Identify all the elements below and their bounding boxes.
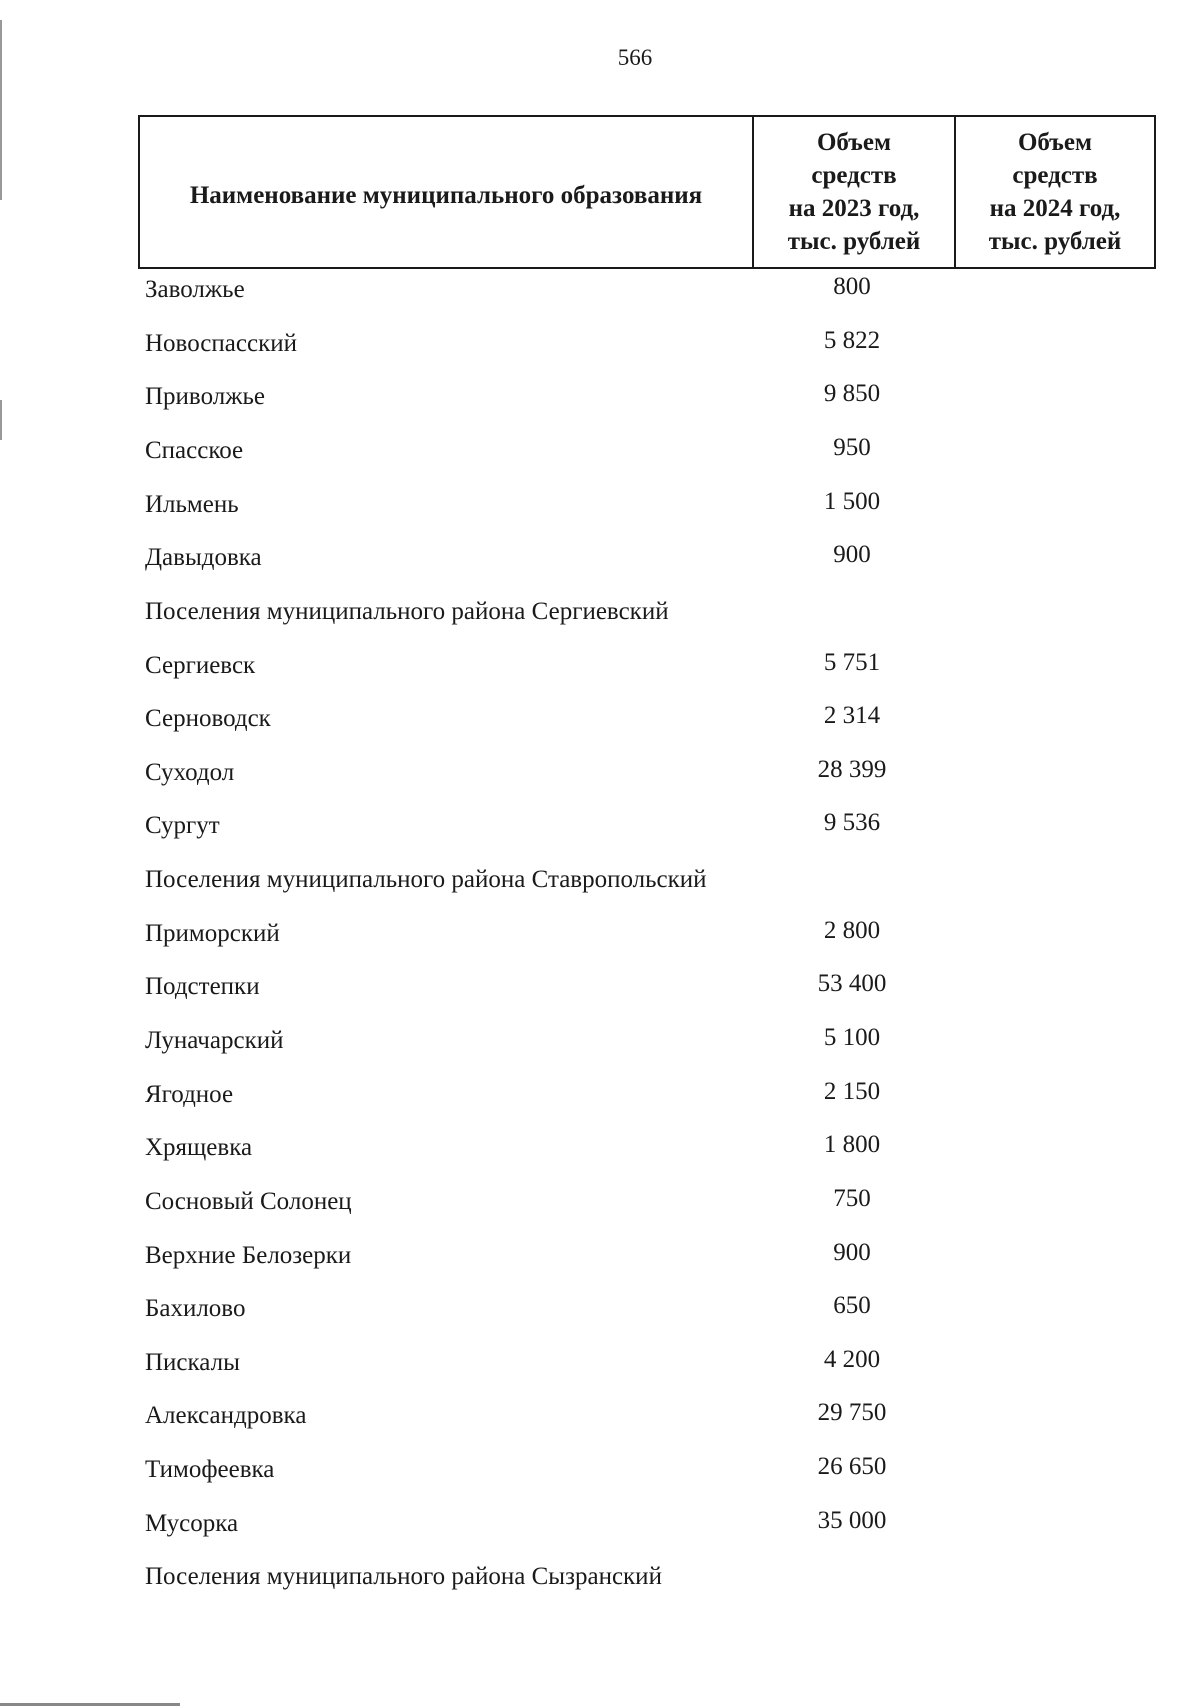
value-2023: 1 800 <box>823 1131 881 1159</box>
table-row <box>0 967 1200 1007</box>
value-2023: 2 800 <box>823 916 881 944</box>
value-2023: 28 399 <box>817 755 887 783</box>
value-2023: 5 751 <box>823 648 881 676</box>
table-row <box>0 806 1200 846</box>
table-header <box>138 115 1156 269</box>
table-row <box>0 538 1200 578</box>
municipality-name: Спасское <box>145 436 244 464</box>
municipality-name: Мусорка <box>145 1509 239 1537</box>
table-row <box>0 1075 1200 1115</box>
value-2023: 9 850 <box>823 380 881 408</box>
header-2023-line: тыс. рублей <box>787 228 921 255</box>
municipality-name: Тимофеевка <box>145 1456 275 1484</box>
table-row <box>0 1450 1200 1490</box>
municipality-name: Сургут <box>145 812 220 840</box>
value-2023: 9 536 <box>823 809 881 837</box>
municipality-name: Хрящевка <box>145 1134 253 1162</box>
header-2024-line: на 2024 год, <box>989 195 1121 222</box>
table-row <box>0 1289 1200 1329</box>
municipality-name: Заволжье <box>145 276 245 303</box>
table-row <box>0 646 1200 686</box>
municipality-name: Подстепки <box>145 973 260 1001</box>
municipality-name: Приморский <box>145 919 280 947</box>
value-2023: 4 200 <box>823 1345 881 1373</box>
header-volume-2024 <box>956 117 1154 267</box>
table-row <box>0 914 1200 954</box>
municipality-name: Приволжье <box>145 383 265 411</box>
value-2023: 650 <box>833 1292 871 1320</box>
table-row-group-heading <box>0 592 1200 632</box>
municipality-name: Пискалы <box>145 1348 240 1376</box>
value-2023: 2 150 <box>823 1077 881 1105</box>
value-2023: 800 <box>833 273 871 300</box>
municipality-name: Сосновый Солонец <box>145 1187 352 1215</box>
table-row-group-heading <box>0 860 1200 900</box>
table-row <box>0 377 1200 417</box>
value-2023: 950 <box>833 433 871 461</box>
municipality-name: Суходол <box>145 758 235 786</box>
value-2023: 53 400 <box>817 970 887 998</box>
table-row <box>0 1343 1200 1383</box>
table-row <box>0 1021 1200 1061</box>
header-2023-line: средств <box>811 162 897 189</box>
header-2024-line: Объем <box>1017 129 1092 156</box>
value-2023: 29 750 <box>817 1399 887 1427</box>
header-2023-line: Объем <box>816 129 891 156</box>
header-2024-line: тыс. рублей <box>988 228 1122 255</box>
table-row <box>0 1128 1200 1168</box>
municipality-name: Ягодное <box>145 1080 234 1108</box>
table-row <box>0 485 1200 525</box>
page-number: 566 <box>617 45 653 70</box>
table-row <box>0 699 1200 739</box>
value-2023: 900 <box>833 541 871 569</box>
value-2023: 1 500 <box>823 487 881 515</box>
header-municipality-name: Наименование муниципального образования <box>140 117 754 267</box>
municipality-name: Новоспасский <box>145 329 297 357</box>
value-2023: 2 314 <box>823 702 881 730</box>
table-row <box>0 324 1200 364</box>
table-row <box>0 1236 1200 1276</box>
municipality-name: Бахилово <box>145 1295 246 1323</box>
scan-margin-mark <box>0 400 2 440</box>
municipality-name: Луначарский <box>145 1027 284 1054</box>
municipality-name: Сергиевск <box>145 651 256 679</box>
value-2023: 26 650 <box>817 1453 887 1481</box>
table-row <box>0 753 1200 793</box>
header-2023-line: на 2023 год, <box>788 195 920 222</box>
value-2023: 900 <box>833 1238 871 1266</box>
value-2023: 35 000 <box>817 1506 887 1534</box>
table-row <box>0 1396 1200 1436</box>
table-row-group-heading <box>0 1557 1200 1597</box>
table-row <box>0 431 1200 471</box>
municipality-name: Серноводск <box>145 705 271 733</box>
municipality-name: Давыдовка <box>145 544 262 572</box>
scan-margin-mark <box>0 20 2 200</box>
value-2023: 750 <box>833 1184 871 1212</box>
district-group-heading: Поселения муниципального района Ставропольский <box>145 866 707 893</box>
table-row <box>0 1182 1200 1222</box>
district-group-heading: Поселения муниципального района Сызранский <box>145 1563 662 1591</box>
value-2023: 5 822 <box>823 326 881 354</box>
table-row <box>0 270 1200 310</box>
header-2024-line: средств <box>1012 162 1098 189</box>
municipality-name: Верхние Белозерки <box>145 1241 352 1269</box>
municipality-name: Ильмень <box>145 490 239 518</box>
table-row <box>0 1504 1200 1544</box>
district-group-heading: Поселения муниципального района Сергиевский <box>145 597 669 625</box>
header-volume-2023 <box>754 117 956 267</box>
value-2023: 5 100 <box>823 1024 881 1051</box>
municipality-name: Александровка <box>145 1402 307 1430</box>
